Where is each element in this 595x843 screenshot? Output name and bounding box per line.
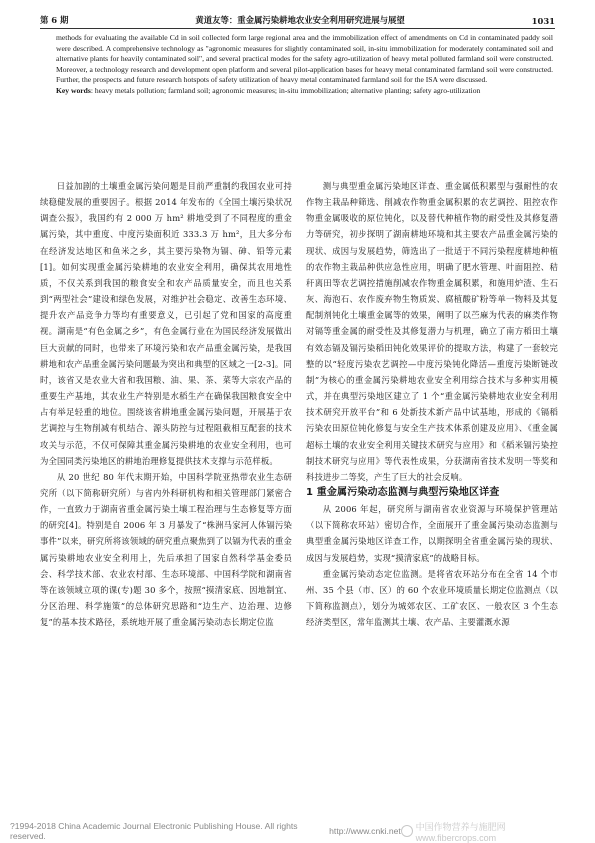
keywords-label: Key words <box>56 85 91 95</box>
cnki-url[interactable]: http://www.cnki.net <box>329 826 401 836</box>
watermark <box>401 820 585 843</box>
section-heading: 1 重金属污染动态监测与典型污染地区详查 <box>306 486 500 498</box>
watermark-text: 中国作物营养与施肥网 www.fibercrops.com <box>415 821 506 843</box>
watermark-logo-icon <box>401 825 413 837</box>
paragraph: 重金属污染动态定位监测。是将省农环站分布在全省 14 个市州、35 个县（市、区）的 60 个农业环境质量长期定位监测点（以下简称监测点），划分为城郊农区、工矿农区、一般农区 3 个生态经济类型区，常年监测其土壤、农产品、主要灌溉水源 <box>306 568 558 628</box>
english-abstract <box>56 33 553 97</box>
copyright-notice: ?1994-2018 China Academic Journal Electronic Publishing House. All rights reserved. <box>10 821 298 841</box>
keywords-text: : heavy metals pollution; farmland soil; agronomic measures; in-situ immobilization; alternative planting; safety agro-utilization <box>90 85 481 95</box>
abstract-text: methods for evaluating the available Cd in soil collected form large regional area and the immobilization effect of amendments on Cd in contaminated paddy soil were described. A comprehensive technology as "agronomic measures for slightly contaminated soil, in-situ immobilization for moderately contaminated soil and alternative plants for heavily contaminated soil", and several practical modes for the safety agro-utilization of heavy metal polluted farmland soil were constructed. Moreover, a technology research and development open platform and several pilot-application bases for heavy metal contaminated farmland soil were constructed. Further, the prospects and future research hotspots of safety utilization of heavy metal contaminated farmland soil for the ISA were discussed. <box>56 33 553 85</box>
issue-label: 第 6 期 <box>40 15 69 25</box>
running-title: 黄道友等：重金属污染耕地农业安全利用研究进展与展望 <box>195 15 405 25</box>
keywords-line <box>56 86 553 97</box>
page-footer <box>10 821 585 843</box>
running-header <box>40 10 555 29</box>
right-column <box>306 178 558 630</box>
paragraph: 从 2006 年起，研究所与湖南省农业资源与环境保护管理站（以下简称农环站）密切合作，全面展开了重金属污染动态监测与典型重金属污染地区详查工作，以期探明全省重金属污染的现状、成因与发展趋势，实现“摸清家底”的战略目标。 <box>306 504 558 563</box>
paragraph: 从 20 世纪 80 年代末期开始，中国科学院亚热带农业生态研究所（以下简称研究所）与省内外科研机构和相关管理部门紧密合作，一直致力于湖南省重金属污染土壤工程治理与生态修复等方面的研究[4]。特别是自 2006 年 3 月暴发了“株洲马家河人体镉污染事件”以来，研究所将该领域的研究重点聚焦到了以镉为代表的重金属污染耕地农业安全利用上，先后承担了国家自然科学基金委员会、科学技术部、农业农村部、生态环境部、中国科学院和湖南省等在该领域立项的课(专)题 30 多个，按照“摸清家底、因地制宜、分区治理、科学施策”的总体研究思路和“边生产、边治理、边修复”的基本技术路径，系统地开展了重金属污染动态长期定位监 <box>40 471 292 628</box>
paragraph: 测与典型重金属污染地区详查、重金属低积累型与强耐性的农作物主栽品种筛选、削减农作物重金属积累的农艺调控、阻控农作物重金属吸收的原位钝化，以及替代种植作物的耐受性及其修复潜力等研究，初步探明了湖南耕地环境和其主要农产品重金属污染的现状、成因与发展趋势，筛选出了一批适于不同污染程度耕地种植的农作物主栽品种供应急性应用，明确了肥水管理、叶面阻控、秸秆离田等农艺调控措施削减农作物重金属积累，和施用炉渣、生石灰、海泡石、农作废弃物生物质炭、腐植酸矿粉等单一物料及其复配制剂钝化土壤重金属等的效果，阐明了以苎麻为代表的麻类作物对镉等重金属的耐受性及其修复潜力与机理，确立了南方稻田土壤有效态镉及镉污染稻田钝化效果评价的提取方法，构建了一套较完整的以“轻度污染农艺调控—中度污染钝化降活—重度污染断链改制”为核心的重金属污染耕地农业安全利用综合技术与多种实用模式，并在典型污染地区建立了 1 个“重金属污染耕地农业安全利用技术研究开放平台”和 6 处新技术新产品中试基地，形成的《镉稻污染农田原位钝化修复与安全生产技术体系创建及应用》、《重金属超标土壤的农业安全利用关键技术研究与应用》和《稻米镉污染控制技术研究与应用》等代表性成果，分获湖南省技术发明一等奖和科技进步二等奖，产生了巨大的社会反响。 <box>306 181 558 482</box>
left-column <box>40 178 292 630</box>
page-number: 1031 <box>531 16 555 26</box>
paragraph: 日益加剧的土壤重金属污染问题是目前严重制约我国农业可持续稳健发展的重要因子。根据 2014 年发布的《全国土壤污染状况调查公报》，我国约有 2 000 万 hm² 耕地受到了不同程度的重金属污染，其中重度、中度污染面积近 333.3 万 hm²，且大多分布在经济发达地区和鱼米之乡，其主要污染物为镉、砷、铅等元素[1]。如何实现重金属污染耕地的农业安全利用，确保其农用地性质，不仅关系到我国的粮食安全和农产品质量安全，而且也关系到“两型社会”建设和绿色发展，对维护社会稳定、改善生态环境、提升农产品竞争力等均有重要意义，已引起了党和国家的高度重视。湖南是“有色金属之乡”，有色金属行业在为国民经济发展做出巨大贡献的同时，也带来了环境污染和农产品重金属污染，是我国耕地和农产品重金属污染问题最为突出和典型的区域之一[2-3]。同时，该省又是农业大省和我国粮、油、果、茶、菜等大宗农产品的重要生产基地，其农业生产特别是水稻生产在确保我国粮食安全中占有举足轻重的地位。围绕该省耕地重金属污染问题，开展基于农艺调控与生物削减有机结合、源头防控与过程阻截相互配套的技术攻关与示范，不仅可保障其重金属污染耕地的农业安全利用，也可为全国同类污染地区的耕地治理修复提供技术支撑与示范样板。 <box>40 181 292 466</box>
